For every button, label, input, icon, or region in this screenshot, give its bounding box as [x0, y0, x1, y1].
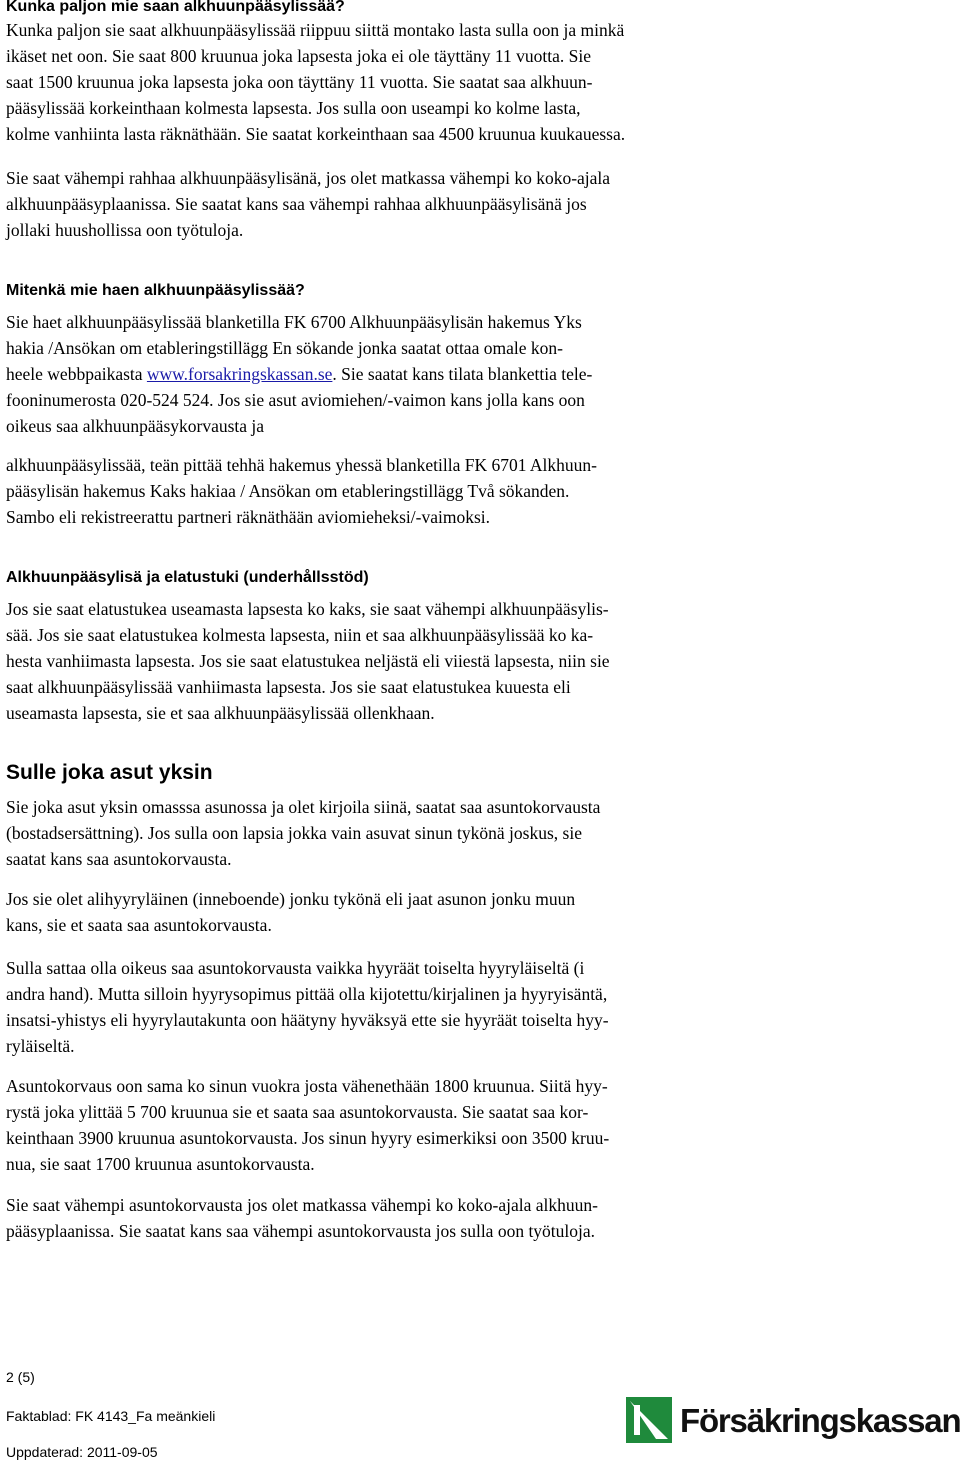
paragraph-apply-2: alkhuunpääsylissää, teän pittää tehhä hakemus yhessä blanketilla FK 6701 Alkhuun- pääsylisän hakemus Kaks hakiaa / Ansökan om etableringstillägg Två sökanden. Sambo eli rekistreerattu partneri räknäthään aviomieheksi/-vaimoksi. — [6, 455, 597, 527]
section-amount — [6, 0, 946, 147]
section-apply-couple — [6, 452, 946, 530]
logo-mark-icon — [626, 1397, 672, 1443]
paragraph-amount-2: Sie saat vähempi rahhaa alkhuunpääsylisänä, jos olet matkassa vähempi ko koko-ajala alkhuunpääsyplaanissa. Sie saatat kans saa vähempi rahhaa alkhuunpääsylisänä jos jollaki huushollissa oon työtuloja. — [6, 168, 611, 240]
section-subtenant — [6, 886, 946, 938]
updated-date: Uppdaterad: 2011-09-05 — [6, 1444, 158, 1460]
section-maintenance — [6, 568, 946, 726]
paragraph-apply-1-text-a: Sie haet alkhuunpääsylissää blanketilla FK 6700 Alkhuunpääsylisän hakemus Yks hakia /Ansökan om etableringstillägg En sökande jonka saatat ottaa omale kon- heele webbpaikasta — [6, 312, 582, 384]
section-second-hand — [6, 955, 946, 1059]
section-heading-maintenance: Alkhuunpääsylisä ja elatustuki (underhållsstöd) — [6, 569, 369, 586]
website-link[interactable]: www.forsakringskassan.se — [146, 364, 333, 384]
section-housing-reduction — [6, 1192, 946, 1244]
section-heading-living-alone: Sulle joka asut yksin — [6, 761, 213, 784]
section-apply — [6, 281, 946, 439]
forsakringskassan-logo — [626, 1397, 960, 1447]
logo-wordmark: Försäkringskassan — [680, 1402, 960, 1439]
paragraph-apply-1 — [6, 309, 946, 439]
paragraph-maintenance-1: Jos sie saat elatustukea useamasta lapsesta ko kaks, sie saat vähempi alkhuunpääsylis- sää. Jos sie saat elatustukea kolmesta lapsesta, niin et saa alkhuunpääsylissää ko ka- hesta vanhiimasta lapsesta. Jos sie saat elatustukea neljästä eli viiestä lapsesta, niin sie saat alkhuunpääsylissää vanhiimasta lapsesta. Jos sie saat elatustukea kuuesta eli useamasta lapsesta, sie et saa alkhuunpääsylissää ollenkhaan. — [6, 599, 610, 723]
faktablad-id: Faktablad: FK 4143_Fa meänkieli — [6, 1408, 216, 1424]
section-heading-amount: Kunka paljon mie saan alkhuunpääsylissää? — [6, 0, 345, 15]
paragraph-amount-1: Kunka paljon sie saat alkhuunpääsylissää riippuu siittä montako lasta sulla oon ja minkä ikäset net oon. Sie saat 800 kruunua joka lapsesta joka ei ole täyttäny 11 vuotta. Sie saat 1500 kruunua joka lapsesta joka oon täyttäny 11 vuotta. Sie saatat saa alkhuun- pääsylissää korkeinthaan kolmesta lapsesta. Jos sulla oon useampi ko kolme lasta, kolme vanhiinta lasta räknäthään. Sie saatat korkeinthaan saa 4500 kruunua kuukauessa. — [6, 20, 626, 144]
paragraph-apply-1-text-b: . Sie saatat kans tilata blankettia tele- fooninumerosta 020-524 524. Jos sie asut aviomiehen/-vaimon kans jolla kans oon oikeus saa alkhuunpääsykorvausta ja — [6, 364, 593, 436]
section-amount-reduction — [6, 165, 946, 243]
section-housing-amount — [6, 1073, 946, 1177]
section-heading-apply: Mitenkä mie haen alkhuunpääsylissää? — [6, 282, 305, 299]
paragraph-living-alone-4: Asuntokorvaus oon sama ko sinun vuokra josta vähenethään 1800 kruunua. Siitä hyy- rystä joka ylittää 5 700 kruunua sie et saata saa asuntokorvausta. Sie saatat saa kor- keinthaan 3900 kruunua asuntokorvausta. Jos sinun hyyry esimerkiksi oon 3500 kruu- nua, sie saat 1700 kruunua asuntokorvausta. — [6, 1076, 610, 1174]
paragraph-living-alone-3: Sulla sattaa olla oikeus saa asuntokorvausta vaikka hyyräät toiselta hyyryläiseltä (i andra hand). Mutta silloin hyyrysopimus pittää olla kijotettu/kirjalinen ja hyyryisäntä, insatsi-yhistys eli hyyrylautakunta oon häätyny hyväksyä ette sie hyyräät toiselta hyy- ryläiseltä. — [6, 958, 609, 1056]
paragraph-living-alone-2: Jos sie olet alihyyryläinen (inneboende) jonku tykönä eli jaat asunon jonku muun kans, sie et saata saa asuntokorvausta. — [6, 889, 576, 935]
page-number: 2 (5) — [6, 1369, 35, 1385]
paragraph-living-alone-1: Sie joka asut yksin omasssa asunossa ja olet kirjoila siinä, saatat saa asuntokorvausta (bostadsersättning). Jos sulla oon lapsia jokka vain asuvat sinun tykönä joskus, sie saatat kans saa asuntokorvausta. — [6, 797, 601, 869]
paragraph-living-alone-5: Sie saat vähempi asuntokorvausta jos olet matkassa vähempi ko koko-ajala alkhuun- pääsyplaanissa. Sie saatat kans saa vähempi asuntokorvausta jos sulla oon työtuloja. — [6, 1195, 598, 1241]
section-living-alone — [6, 760, 946, 872]
